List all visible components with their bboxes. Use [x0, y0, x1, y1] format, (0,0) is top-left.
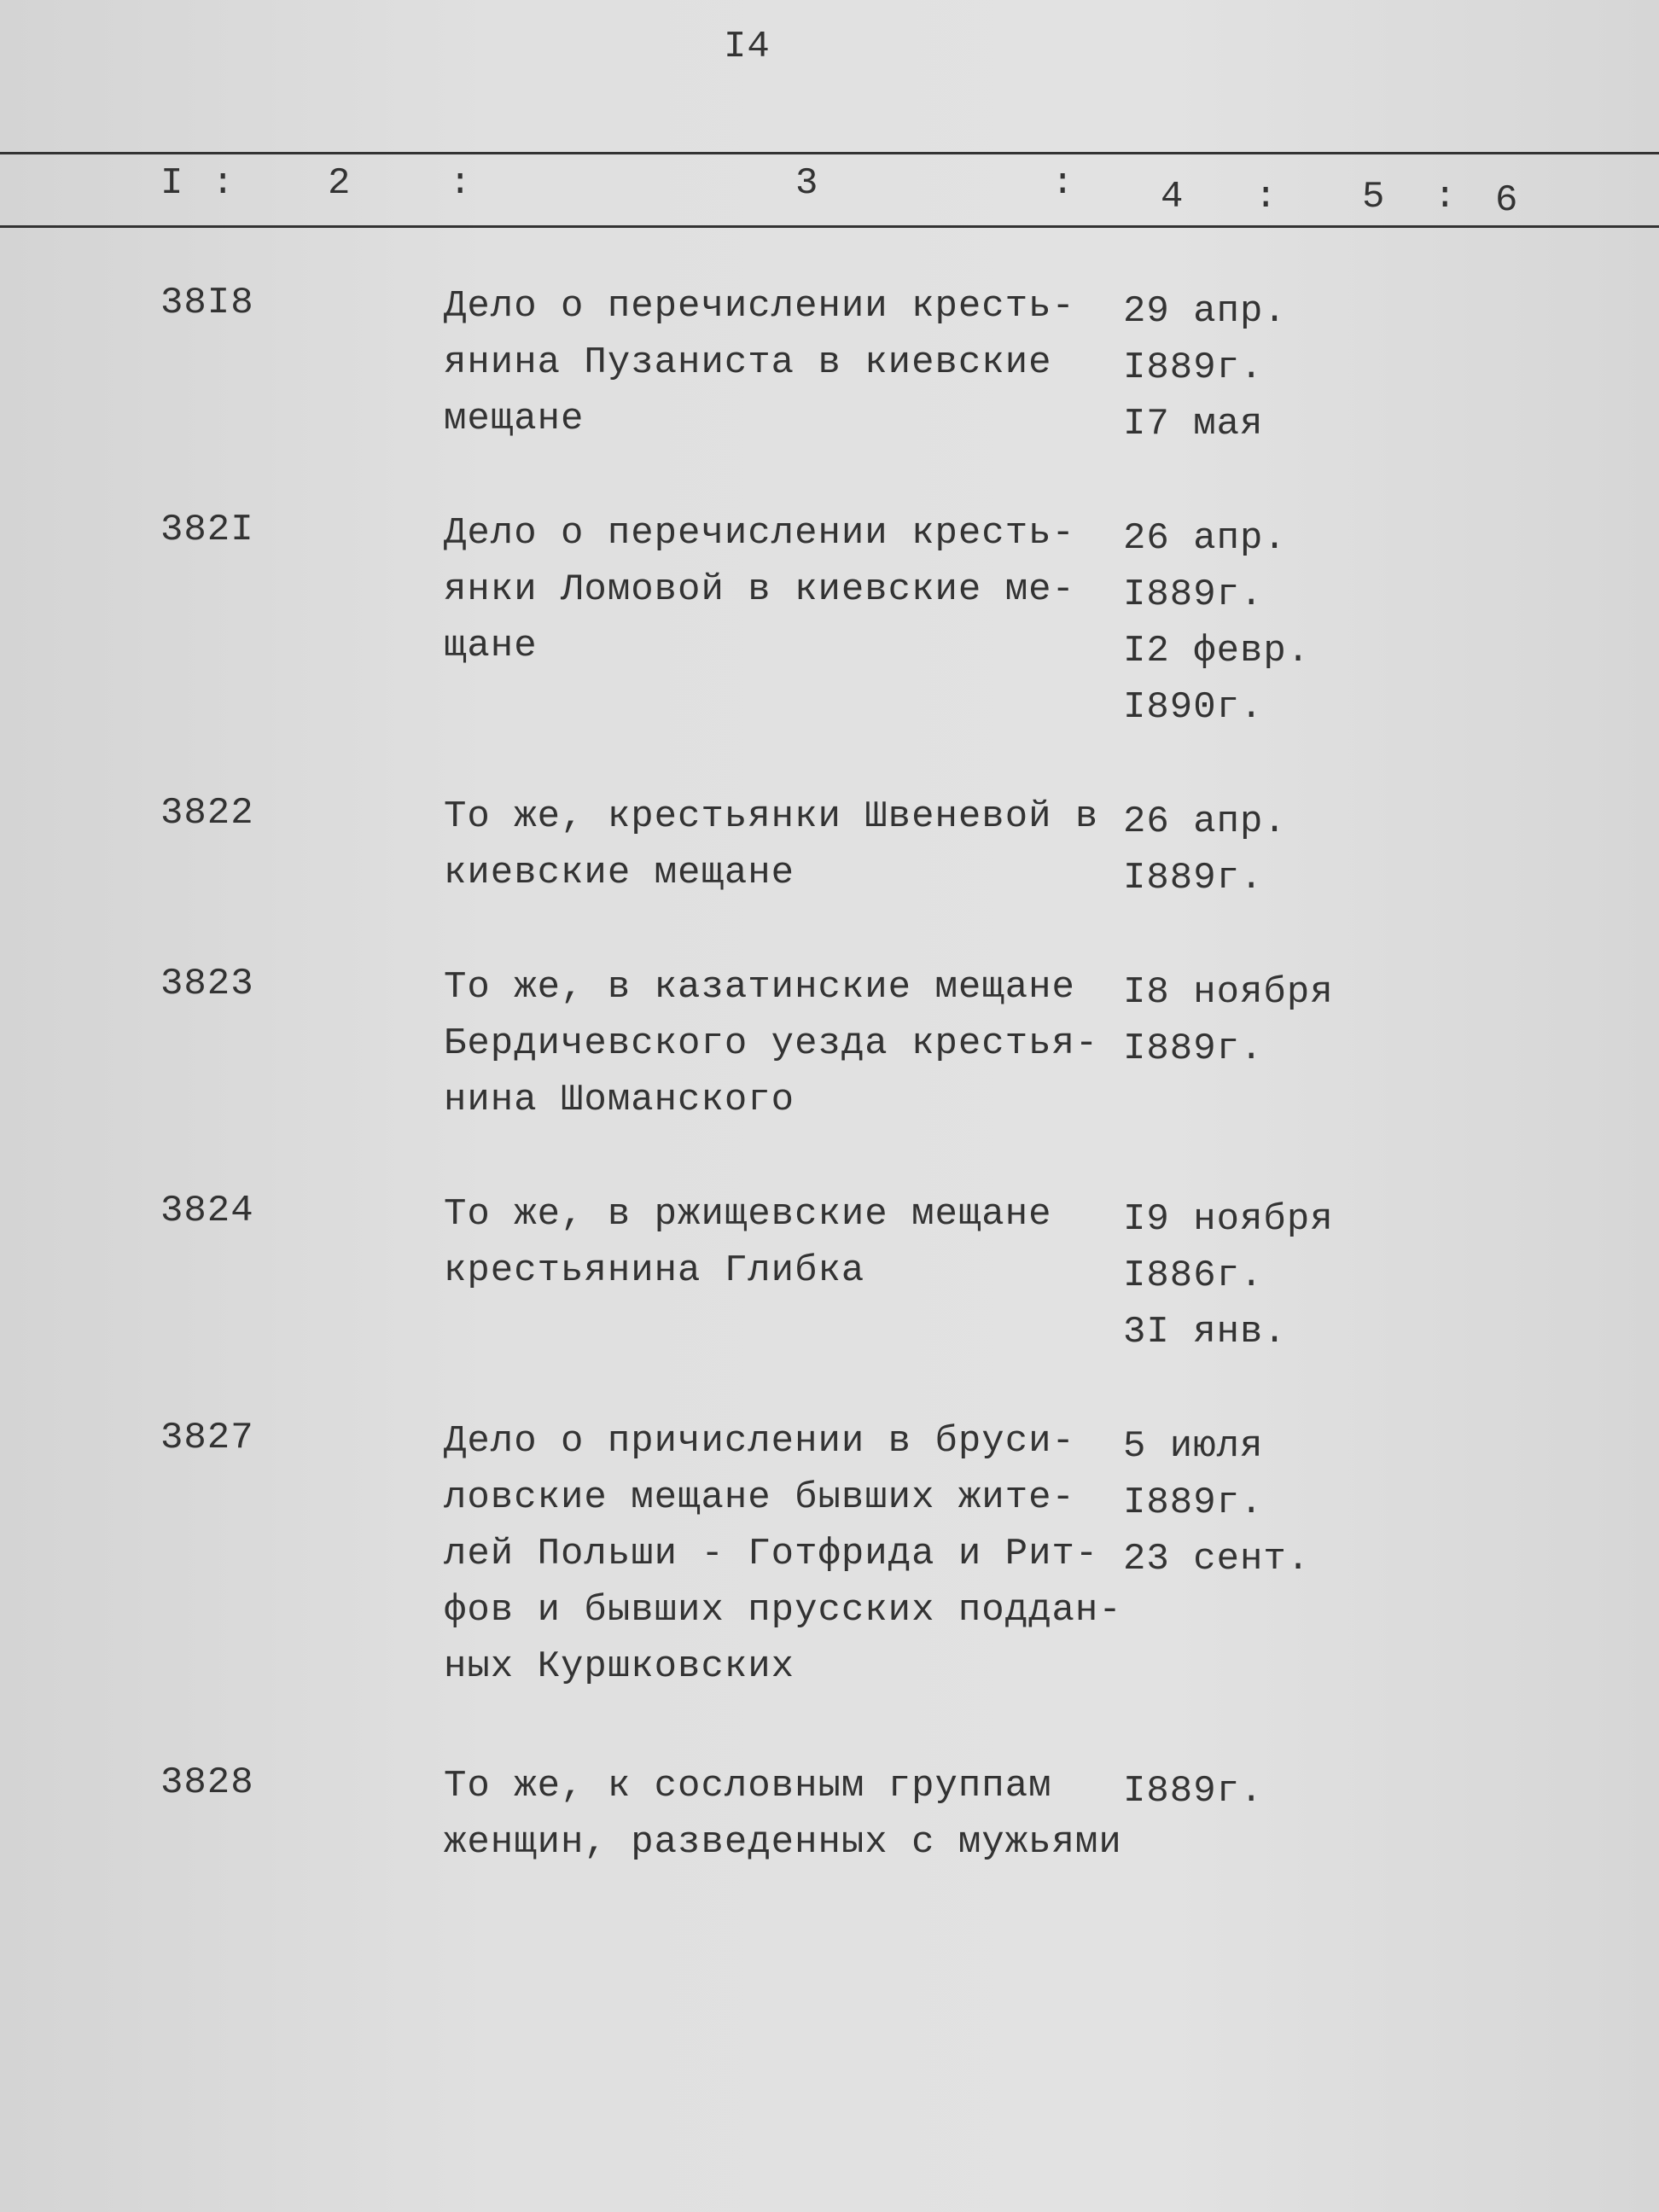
description-line: женщин, разведенных с мужьями — [444, 1821, 1122, 1864]
column-header-6: 6 — [1495, 179, 1518, 222]
description-line: То же, в ржищевские мещане — [444, 1193, 1052, 1236]
date-line: I889г. — [1123, 346, 1264, 389]
description-line: мещане — [444, 398, 585, 440]
entry-dates — [1123, 794, 1287, 906]
description-line: Бердичевского уезда крестья- — [444, 1022, 1099, 1065]
entry-description — [444, 789, 1098, 901]
entry-description — [444, 1186, 1052, 1299]
date-line: 26 апр. — [1123, 517, 1287, 560]
description-line: То же, к сословным группам — [444, 1765, 1052, 1807]
description-line: янки Ломовой в киевские ме- — [444, 568, 1075, 611]
column-separator: : — [449, 162, 472, 205]
column-header-3: 3 — [795, 162, 818, 205]
date-line: I8 ноября — [1123, 971, 1334, 1014]
description-line: киевские мещане — [444, 852, 795, 894]
date-line: I889г. — [1123, 857, 1264, 899]
column-separator: : — [1051, 162, 1074, 205]
date-line: 5 июля — [1123, 1425, 1264, 1468]
description-line: фов и бывших прусских поддан- — [444, 1589, 1122, 1632]
entry-number: 3824 — [160, 1190, 254, 1232]
date-line: I889г. — [1123, 1481, 1264, 1524]
description-line: То же, в казатинские мещане — [444, 966, 1075, 1009]
description-line: ловские мещане бывших жите- — [444, 1476, 1075, 1519]
entry-description — [444, 1758, 1122, 1871]
description-line: янина Пузаниста в киевские — [444, 341, 1052, 384]
description-line: нина Шоманского — [444, 1079, 795, 1121]
column-separator: : — [212, 162, 235, 205]
header-bottom-rule — [0, 225, 1659, 228]
date-line: 26 апр. — [1123, 800, 1287, 843]
entry-dates — [1123, 510, 1310, 736]
entry-number: 3823 — [160, 963, 254, 1005]
date-line: 23 сент. — [1123, 1538, 1311, 1580]
entry-number: 382I — [160, 509, 254, 551]
date-line: I2 февр. — [1123, 630, 1311, 672]
column-header-2: 2 — [328, 162, 351, 205]
date-line: I886г. — [1123, 1254, 1264, 1297]
description-line: ных Куршковских — [444, 1645, 795, 1688]
entry-dates — [1123, 1763, 1263, 1819]
description-line: лей Польши - Готфрида и Рит- — [444, 1533, 1099, 1575]
date-line: I889г. — [1123, 1770, 1264, 1813]
date-line: 3I янв. — [1123, 1311, 1287, 1353]
column-header-4: 4 — [1161, 176, 1184, 218]
date-line: I889г. — [1123, 1027, 1264, 1070]
description-line: крестьянина Глибка — [444, 1249, 865, 1292]
date-line: I890г. — [1123, 686, 1264, 729]
entry-description — [444, 959, 1098, 1128]
entry-dates — [1123, 1418, 1310, 1587]
entry-dates — [1123, 1191, 1334, 1360]
entry-dates — [1123, 283, 1287, 452]
date-line: I7 мая — [1123, 403, 1264, 445]
entry-number: 3827 — [160, 1417, 254, 1459]
page-number: I4 — [724, 26, 771, 68]
column-header-1: I — [160, 162, 183, 205]
description-line: щане — [444, 625, 538, 667]
entry-description — [444, 505, 1075, 674]
date-line: I9 ноября — [1123, 1198, 1334, 1241]
date-line: 29 апр. — [1123, 290, 1287, 333]
entry-number: 38I8 — [160, 282, 254, 324]
description-line: То же, крестьянки Швеневой в — [444, 795, 1099, 838]
description-line: Дело о перечислении кресть- — [444, 285, 1075, 328]
entry-dates — [1123, 964, 1334, 1077]
entry-number: 3828 — [160, 1761, 254, 1804]
date-line: I889г. — [1123, 573, 1264, 616]
column-header-5: 5 — [1362, 176, 1385, 218]
description-line: Дело о причислении в бруси- — [444, 1420, 1075, 1463]
header-top-rule — [0, 152, 1659, 154]
entry-description — [444, 278, 1075, 447]
description-line: Дело о перечислении кресть- — [444, 512, 1075, 555]
entry-description — [444, 1413, 1122, 1695]
column-separator: : — [1254, 176, 1278, 218]
entry-number: 3822 — [160, 792, 254, 835]
column-separator: : — [1434, 176, 1457, 218]
